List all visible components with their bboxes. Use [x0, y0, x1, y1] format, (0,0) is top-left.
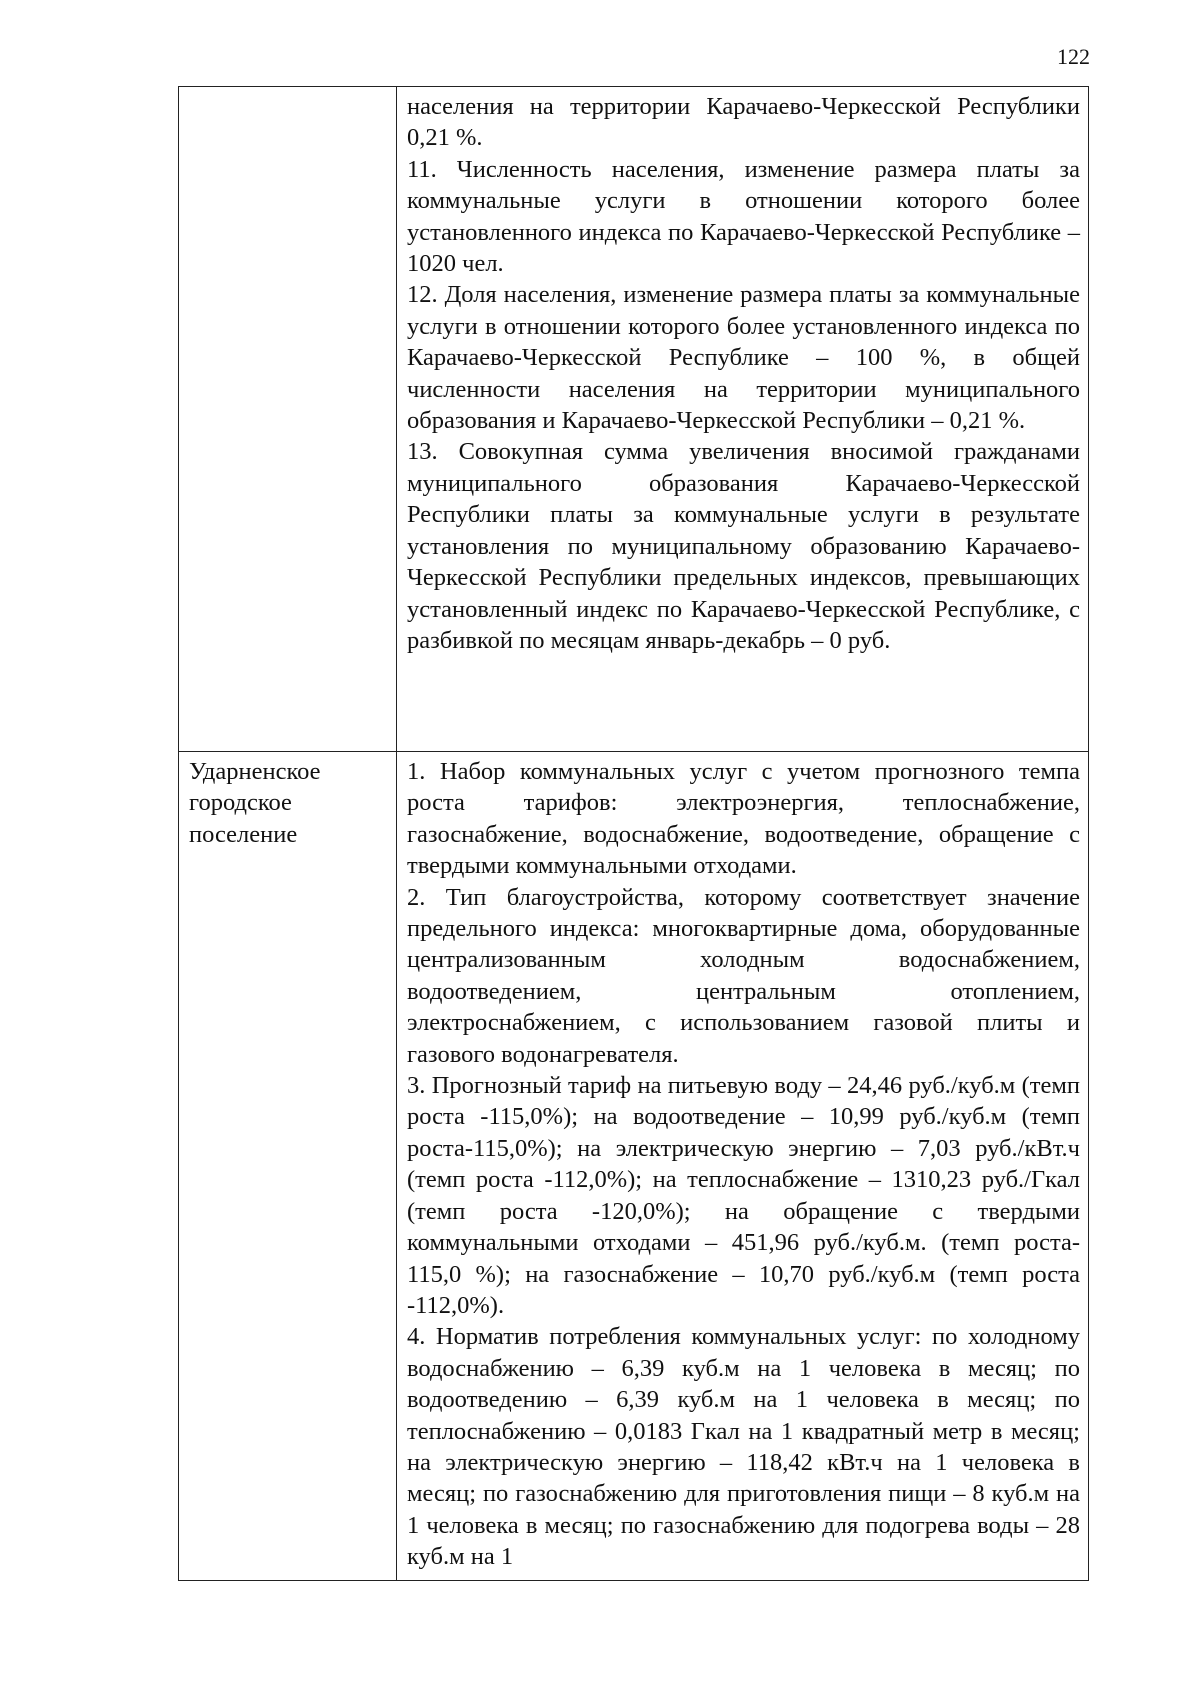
- paragraph: 13. Совокупная сумма увеличения вносимой гражданами муниципального образования Карачаево-Черкесской Республики платы за коммунальные услуги в результате установления по муниципальному образованию Карачаево-Черкесской Республики предельных индексов, превышающих установленный индекс по Карачаево-Черкесской Республике, с разбивкой по месяцам январь-декабрь – 0 руб.: [407, 438, 1080, 654]
- settlement-name-line: поселение: [189, 820, 298, 848]
- paragraph: населения на территории Карачаево-Черкесской Республики 0,21 %.: [407, 93, 1080, 152]
- description-cell: [397, 752, 1089, 1581]
- settlement-name-line: городское: [189, 789, 292, 817]
- document-table: [178, 86, 1089, 1581]
- settlement-cell: [179, 752, 397, 1581]
- description-cell: [397, 87, 1089, 752]
- paragraph: 4. Норматив потребления коммунальных услуг: по холодному водоснабжению – 6,39 куб.м на 1 человека в месяц; по водоотведению – 6,39 куб.м на 1 человека в месяц; по теплоснабжению – 0,0183 Гкал на 1 квадратный метр в месяц; на электрическую энергию – 118,42 кВт.ч на 1 человека в месяц; по газоснабжению для приготовления пищи – 8 куб.м на 1 человека в месяц; по газоснабжению для подогрева воды – 28 куб.м на 1: [407, 1323, 1080, 1571]
- paragraph: 2. Тип благоустройства, которому соответствует значение предельного индекса: многоквартирные дома, оборудованные централизованным холодным водоснабжением, водоотведением, центральным отоплением, электроснабжением, с использованием газовой плиты и газового водонагревателя.: [407, 883, 1080, 1068]
- table-row: [179, 87, 1089, 752]
- paragraph: 11. Численность населения, изменение размера платы за коммунальные услуги в отношении которого более установленного индекса по Карачаево-Черкесской Республике – 1020 чел.: [407, 155, 1080, 278]
- settlement-cell: [179, 87, 397, 752]
- page-number: 122: [1057, 44, 1090, 69]
- table-row: [179, 752, 1089, 1581]
- paragraph: 12. Доля населения, изменение размера платы за коммунальные услуги в отношении которого более установленного индекса по Карачаево-Черкесской Республике – 100 %, в общей численности населения на территории муниципального образования и Карачаево-Черкесской Республики – 0,21 %.: [407, 281, 1080, 435]
- settlement-name-line: Ударненское: [189, 758, 321, 785]
- settlement-name: [189, 756, 388, 850]
- paragraph: 3. Прогнозный тариф на питьевую воду – 24,46 руб./куб.м (темп роста -115,0%); на водоотведение – 10,99 руб./куб.м (темп роста-115,0%); на электрическую энергию – 7,03 руб./кВт.ч (темп роста -112,0%); на теплоснабжение – 1310,23 руб./Гкал (темп роста -120,0%); на обращение с твердыми коммунальными отходами – 451,96 руб./куб.м. (темп роста- 115,0 %); на газоснабжение – 10,70 руб./куб.м (темп роста -112,0%).: [407, 1072, 1080, 1319]
- paragraph: 1. Набор коммунальных услуг с учетом прогнозного темпа роста тарифов: электроэнергия, теплоснабжение, газоснабжение, водоснабжение, водоотведение, обращение с твердыми коммунальными отходами.: [407, 758, 1080, 880]
